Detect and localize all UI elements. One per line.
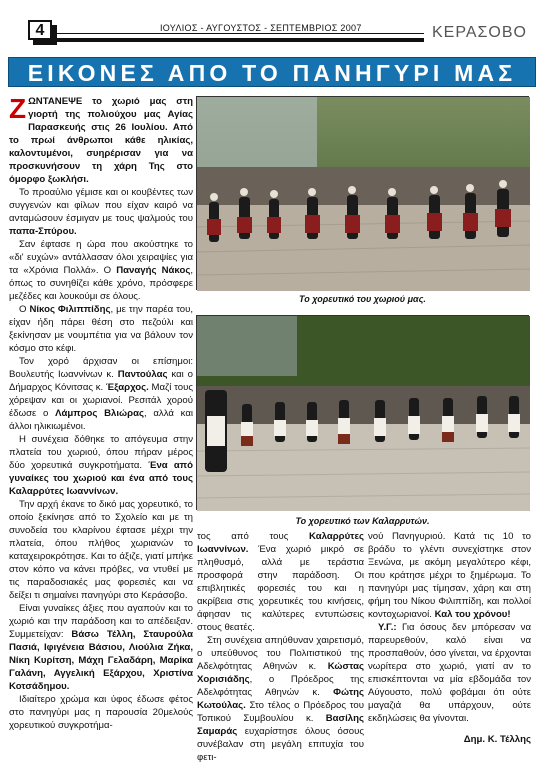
text: Είναι γυναίκες άξιες που αγαπούν και το χωριό και την παράδοση και το απέδειξαν. Συμμετείχαν: [9,603,193,640]
lead-text: ΩΝΤΑΝΕΨΕ το χωριό μας στη γιορτή της πολιούχου μας Αγίας Παρασκευής στις 26 Ιουλίου. Από το πρωί άνθρωποι κάθε ηλικίας, καλοντυμένοι, συηρέρισαν για να προσκυνήσουν τη χάρη Της στο όμορφο ξωκλήσι. [9,96,193,185]
text: Ένα χωριό μικρό σε πληθυσμό, αλλά με τεράστια προσφορά στην παράδοση. Οι επιβλητικές φορεσιές του και η ακρίβεια στις χορευτικές του κινήσεις, άφησαν τις καλύτερες εντυπώσεις στους θεατές. [197,544,364,633]
name-text: Βασίλης Σαμαράς [197,713,364,737]
highlight-text: Ένα από γυναίκες του χωριού και ένα από τους Καλαρρύτες Ιωαννίνων. [9,460,194,497]
paragraph [197,634,364,764]
text: Ο [19,304,27,315]
name-text: Λάμπρος Βλιώρας [55,408,144,419]
paragraph [9,303,193,355]
text: Την αρχή έκανε το δικό μας χορευτικό, το οποίο ξεκίνησε από το Σχολείο και με τη συνοδεία του κλαρίνου έφτασε μέχρι την πλατεία, όπου πλήθος χωριανών το καταχειροκρότησε. Και το άξιζε, γιατί μπήκε στον κόπο να κάνει πρόβες, να ντυθεί με τις παραδοσιακές μας φορεσιές και να δείξει τι σημαίνει πανηγύρι στο Κεράσοβο. [9,499,193,601]
photo-kalarrytes-dancers [196,315,529,510]
text: Ιδιαίτερο χρώμα και ύφος έδωσε φέτος στο πανηγύρι μας η παρουσία 20μελούς χορευτικού συγκροτήμα- [9,694,193,731]
name-text: Φώτης Κωτούλας. [197,687,364,711]
photo-caption: Το χορευτικό των Καλαρρυτών. [295,516,430,526]
name-text: Παντούλας [117,369,168,380]
article-column-right [368,530,531,745]
paragraph [9,602,193,693]
drop-cap: Ζ [9,93,27,124]
article-column-left [9,95,193,745]
text: Τον χορό άρχισαν οι επίσημοι: Βουλευτής Ιωαννίνων κ. [9,356,193,380]
paragraph [9,433,193,498]
page-number: 4 [28,20,52,40]
paragraph [197,530,364,634]
closing-wish: Καλ του χρόνου! [434,609,511,620]
postscript-label: Υ.Γ.: [378,622,397,633]
postscript [368,621,531,725]
header-rule-thick [54,38,424,42]
text: ευχαρίστησε όλους όσους συνέβαλαν στη μεγάλη επιτυχία του φετι- [197,726,364,763]
name-text: Νίκος Φιλιππίδης [29,304,111,315]
text: , όπως το συνηθίζει κάθε χρόνο, πρόσφερε μεζέδες και λουκούμι σε όλους. [9,265,193,302]
article-column-middle [197,530,364,763]
article-title: ΕΙΚΟΝΕΣ ΑΠΟ ΤΟ ΠΑΝΗΓΥΡΙ ΜΑΣ [27,60,517,86]
text: τος από τους [197,531,289,542]
text: , με την παρέα του, είχαν ήδη πάρει θέση στο πεζούλι και ξεκίνησαν με νουμπέτια για να βάλουν τον κόσμο στο κέφι. [9,304,193,354]
text: και ο Δήμαρχος Κόνιτσας κ. [9,369,193,393]
photo-caption: Το χορευτικό του χωριού μας. [299,294,426,304]
text: Το προαύλιο γέμισε και οι κουβέντες των συγγενών και φίλων που είχαν καιρό να ανταμώσουν έσμιγαν με τους ψαλμούς του [9,187,193,224]
paragraph [9,238,193,303]
lead-paragraph [9,95,193,186]
text: Για όσους δεν μπόρεσαν να παρευρεθούν, καλό είναι να προσπαθούν, όσο γίνεται, να έρχονται νωρίτερα στο χωριό, γιατί αν το επισκέπτονται να μία εβδομάδα τον Αύγουστο, πολύ φοβάμαι ότι ούτε μαγαζιά θα υπάρχουν, ούτε εκδηλώσεις θα γίνονται. [368,622,531,724]
participants-list: Βάσω Τέλλη, Σταυρούλα Πασιά, Ιφιγένεια Βάσιου, Λιούλια Ζήκα, Νίκη Κυρίτση, Μάχη Γελαδάρη, Μαρίκα Γαλάνη, Αγγελική Εξάρχου, Χριστίνα Κοτσάδημου. [9,629,193,692]
page-header [0,0,544,44]
issue-date: ΙΟΥΛΙΟΣ - ΑΥΓΟΥΣΤΟΣ - ΣΕΠΤΕΜΒΡΙΟΣ 2007 [160,23,362,33]
text: , ο Πρόεδρος της Αδελφότητας Αθηνών κ. [197,674,364,698]
text: Στη συνέχεια απηύθυναν χαιρετισμό, ο υπεύθυνος του Πολιτιστικού της Αδελφότητας Αθηνών κ. [197,635,364,672]
article-banner [8,57,536,87]
name-text: παπα-Σπύρου. [9,226,77,237]
text: , αλλά και άλλοι ηλικιωμένοι. [9,408,193,432]
paragraph [368,530,531,621]
text: Μαζί τους χόρεψαν και οι χωριανοί. Ρεσιτάλ χορού έδωσε ο [9,382,193,419]
name-text: Καλαρρύτες Ιωαννίνων. [197,531,364,555]
text: Στο τέλος ο Πρόεδρος του Τοπικού Συμβουλίου κ. [197,700,364,724]
paragraph [9,498,193,602]
paragraph [9,693,193,732]
text: Σαν έφτασε η ώρα που ακούστηκε το «δι' ευχών» αντάλλασαν όλοι χειραψίες για τα «Χρόνια Πολλά». Ο [9,239,193,276]
text: Η συνέχεια δόθηκε το απόγευμα στην πλατεία του χωριού, όπου πήραν μέρος δύο χορευτικά συγκροτήματα. [9,434,193,471]
name-text: Κώστας Χορισιάδης [197,661,364,685]
author-signature: Δημ. Κ. Τέλλης [463,734,531,745]
name-text: Έξαρχος. [105,382,149,393]
paragraph [9,355,193,433]
paragraph [9,186,193,238]
name-text: Παναγής Νάκος [116,265,191,276]
photo-village-dancers [196,96,529,290]
header-rule-thin [54,33,424,34]
newspaper-title: ΚΕΡΑΣΟΒΟ [432,24,527,41]
text: νού Πανηγυριού. Κατά τις 10 το βράδυ το γλέντι συνεχίστηκε στον Ξενώνα, με ακόμη μεγαλύτερο κέφι, που κράτησε μέχρι το ξημέρωμα. Το πανηγύρι μας τίμησαν, χάρη και στη φήμη του Νίκου Φιλιππίδη, και πολλοί κοντοχωριανοί. [368,531,531,620]
